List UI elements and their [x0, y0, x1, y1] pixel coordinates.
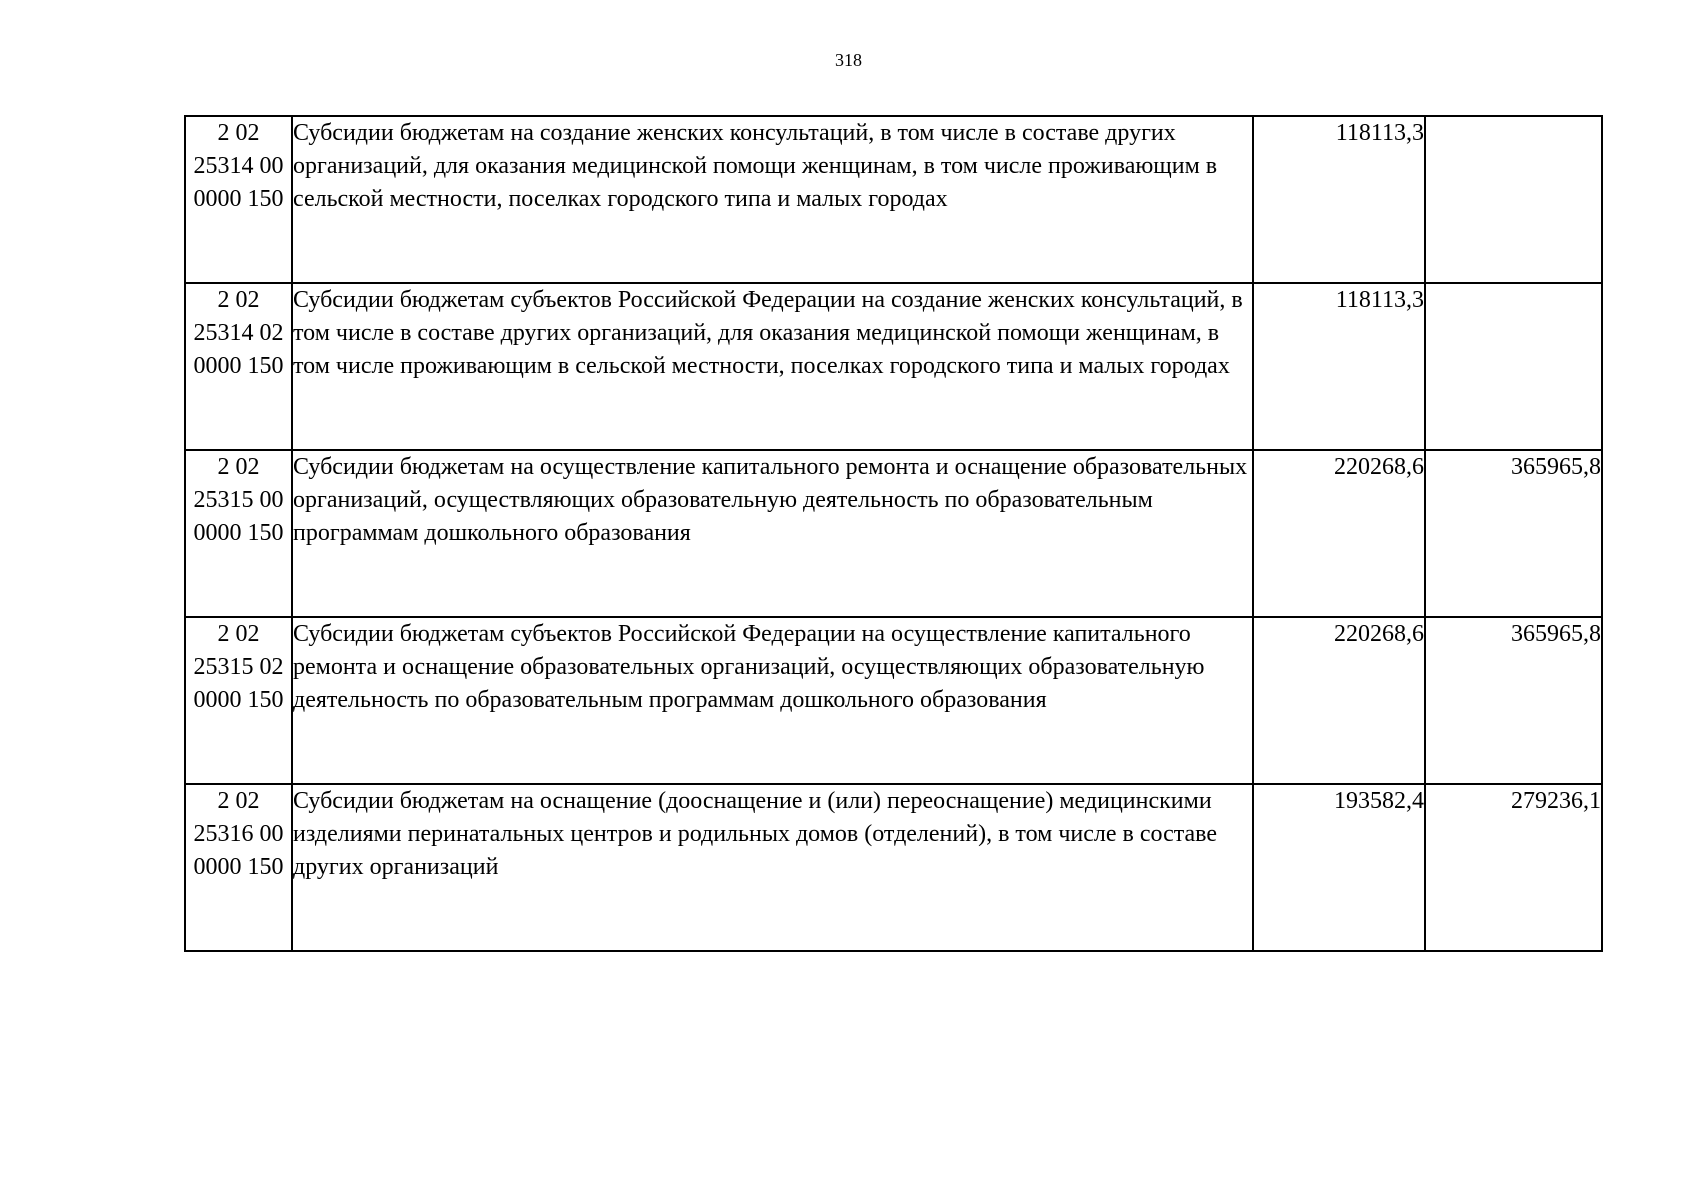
table-row: [185, 784, 1602, 951]
budget-code-part: 0000 150: [193, 353, 284, 379]
budget-code-part: 2 02: [217, 621, 260, 647]
amount-cell-1: 193582,4: [1253, 784, 1425, 951]
budget-code-part: 25316 00: [193, 821, 284, 847]
amount-cell-2: 279236,1: [1425, 784, 1602, 951]
budget-code-part: 0000 150: [193, 687, 284, 713]
budget-code-cell: [185, 116, 292, 283]
budget-code-part: 2 02: [217, 788, 260, 814]
amount-cell-2: 365965,8: [1425, 450, 1602, 617]
budget-code-part: 0000 150: [193, 854, 284, 880]
budget-code-part: 0000 150: [193, 186, 284, 212]
budget-code-part: 25314 00: [193, 153, 284, 179]
table-row: [185, 283, 1602, 450]
budget-code-cell: [185, 617, 292, 784]
amount-cell-2: [1425, 283, 1602, 450]
description-cell: Субсидии бюджетам субъектов Российской Федерации на осуществление капитального ремонта и оснащение образовательных организаций, осуществляющих образовательную деятельность по образовательным программам дошкольного образования: [292, 617, 1253, 784]
amount-cell-1: 220268,6: [1253, 450, 1425, 617]
table-row: [185, 450, 1602, 617]
amount-cell-1: 118113,3: [1253, 116, 1425, 283]
page-number: 318: [835, 50, 862, 70]
amount-cell-2: 365965,8: [1425, 617, 1602, 784]
budget-code-cell: [185, 283, 292, 450]
budget-code-part: 0000 150: [193, 520, 284, 546]
budget-code-part: 2 02: [217, 287, 260, 313]
budget-code-part: 25315 00: [193, 487, 284, 513]
description-cell: Субсидии бюджетам на оснащение (дооснащение и (или) переоснащение) медицинскими изделиями перинатальных центров и родильных домов (отделений), в том числе в составе других организаций: [292, 784, 1253, 951]
budget-code-part: 25314 02: [193, 320, 284, 346]
budget-code-part: 25315 02: [193, 654, 284, 680]
budget-code-part: 2 02: [217, 120, 260, 146]
description-cell: Субсидии бюджетам на осуществление капитального ремонта и оснащение образовательных организаций, осуществляющих образовательную деятельность по образовательным программам дошкольного образования: [292, 450, 1253, 617]
description-cell: Субсидии бюджетам на создание женских консультаций, в том числе в составе других организаций, для оказания медицинской помощи женщинам, в том числе проживающим в сельской местности, поселках городского типа и малых городах: [292, 116, 1253, 283]
amount-cell-1: 220268,6: [1253, 617, 1425, 784]
table-row: [185, 617, 1602, 784]
budget-code-part: 2 02: [217, 454, 260, 480]
budget-code-cell: [185, 450, 292, 617]
amount-cell-1: 118113,3: [1253, 283, 1425, 450]
table-row: [185, 116, 1602, 283]
amount-cell-2: [1425, 116, 1602, 283]
budget-code-cell: [185, 784, 292, 951]
budget-table: [184, 115, 1603, 952]
description-cell: Субсидии бюджетам субъектов Российской Федерации на создание женских консультаций, в том числе в составе других организаций, для оказания медицинской помощи женщинам, в том числе проживающим в сельской местности, поселках городского типа и малых городах: [292, 283, 1253, 450]
